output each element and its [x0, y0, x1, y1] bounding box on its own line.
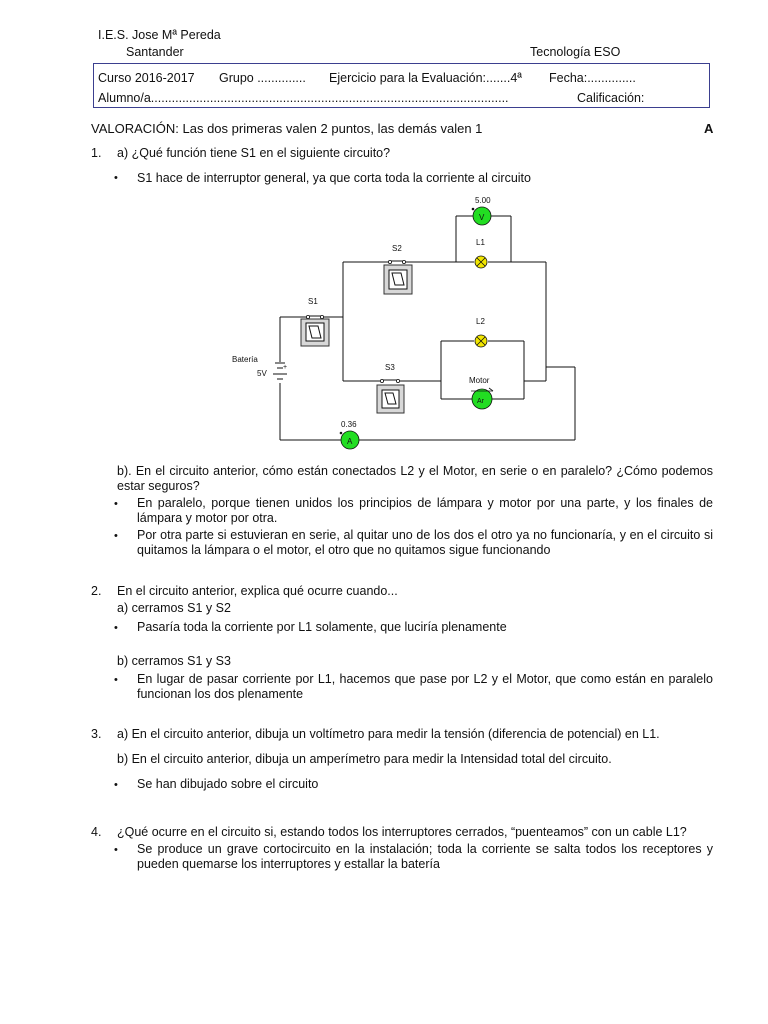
q3-number: 3. — [91, 727, 102, 741]
motor-icon — [471, 388, 493, 409]
ammeter-reading: 0.36 — [341, 420, 357, 429]
q4-answer: Se produce un grave cortocircuito en la instalación; toda la corriente se salta todos los receptores y pueden quemarse los interruptores y estallar la batería — [137, 842, 713, 871]
svg-text:Ar: Ar — [477, 398, 484, 405]
subject: Tecnología ESO — [530, 45, 621, 59]
calificacion-field: Calificación: — [577, 91, 645, 105]
s2-switch-icon — [384, 260, 412, 294]
bullet: • — [114, 498, 118, 510]
alumno-field: Alumno/a....................................................................................................... — [98, 91, 509, 105]
s1-label: S1 — [308, 297, 318, 306]
voltmeter-reading: 5.00 — [475, 196, 491, 205]
l2-label: L2 — [476, 317, 485, 326]
q2-b-label: b) cerramos S1 y S3 — [117, 654, 231, 668]
q1-number: 1. — [91, 146, 102, 160]
ejercicio-field: Ejercicio para la Evaluación:.......4ª — [329, 71, 522, 85]
q1-question-a: a) ¿Qué función tiene S1 en el siguiente circuito? — [117, 146, 391, 160]
q1-question-b: b). En el circuito anterior, cómo están conectados L2 y el Motor, en serie o en paralelo? ¿Cómo podemos estar seguros? — [117, 464, 713, 493]
school-name: I.E.S. Jose Mª Pereda — [98, 28, 221, 42]
q2-a-answer: Pasaría toda la corriente por L1 solamente, que luciría plenamente — [137, 620, 507, 634]
bullet: • — [114, 674, 118, 686]
q3-a: a) En el circuito anterior, dibuja un voltímetro para medir la tensión (diferencia de potencial) en L1. — [117, 727, 660, 741]
q2-number: 2. — [91, 584, 102, 598]
q3-answer: Se han dibujado sobre el circuito — [137, 777, 319, 791]
s3-switch-icon — [377, 379, 404, 413]
ammeter-icon — [340, 431, 359, 449]
curso-field: Curso 2016-2017 — [98, 71, 195, 85]
svg-text:A: A — [347, 437, 353, 446]
l1-lamp-icon — [475, 256, 487, 268]
q1-answer-a: S1 hace de interruptor general, ya que corta toda la corriente al circuito — [137, 171, 531, 185]
bullet: • — [114, 844, 118, 856]
motor-label: Motor — [469, 376, 490, 385]
grupo-field: Grupo .............. — [219, 71, 306, 85]
battery-icon — [273, 363, 287, 379]
svg-text:V: V — [479, 213, 485, 222]
l1-label: L1 — [476, 238, 485, 247]
s1-switch-icon — [301, 315, 329, 346]
fecha-field: Fecha:.............. — [549, 71, 636, 85]
q1-answer-b-2: Por otra parte si estuvieran en serie, al quitar uno de los dos el otro ya no funcionaría, y en el circuito si quitamos la lámpara o el motor, el otro que no quitamos sigue funcionando — [137, 528, 713, 557]
q2-a-label: a) cerramos S1 y S2 — [117, 601, 231, 615]
s2-label: S2 — [392, 244, 402, 253]
valoracion-text: VALORACIÓN: Las dos primeras valen 2 puntos, las demás valen 1 — [91, 121, 483, 136]
bullet: • — [114, 779, 118, 791]
l2-lamp-icon — [475, 335, 487, 347]
battery-label: Batería — [232, 355, 258, 364]
exam-version: A — [704, 121, 714, 136]
q3-b: b) En el circuito anterior, dibuja un amperímetro para medir la Intensidad total del circuito. — [117, 752, 612, 766]
q1-answer-b-1: En paralelo, porque tienen unidos los principios de lámpara y motor por una parte, y los finales de lámpara y motor por otra. — [137, 496, 713, 525]
q2-intro: En el circuito anterior, explica qué ocurre cuando... — [117, 584, 398, 598]
q4-number: 4. — [91, 825, 102, 839]
q2-b-answer: En lugar de pasar corriente por L1, hacemos que pase por L2 y el Motor, que como están en paralelo funcionan los dos plenamente — [137, 672, 713, 701]
bullet: • — [114, 622, 118, 634]
s3-label: S3 — [385, 363, 395, 372]
battery-voltage: 5V — [257, 369, 267, 378]
svg-text:+: + — [283, 364, 288, 371]
school-city: Santander — [126, 45, 184, 59]
bullet: • — [114, 530, 118, 542]
voltmeter-icon — [472, 207, 491, 225]
bullet: • — [114, 172, 118, 184]
q4-question: ¿Qué ocurre en el circuito si, estando todos los interruptores cerrados, “puenteamos” con un cable L1? — [117, 825, 687, 839]
